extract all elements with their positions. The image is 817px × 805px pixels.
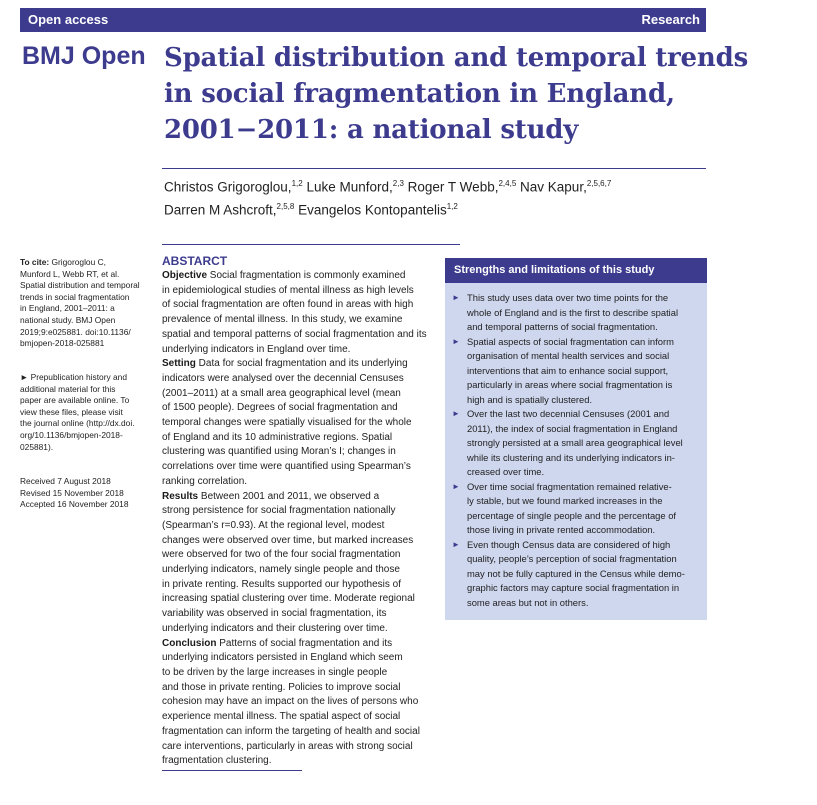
- abstract-line: [162, 681, 447, 696]
- footer-divider: [162, 770, 302, 771]
- journal-name: BMJ Open: [22, 42, 146, 70]
- bullet-arrow-icon: ►: [452, 293, 460, 302]
- abstract-line: [162, 269, 447, 284]
- title-line: in social fragmentation in England,: [164, 79, 675, 109]
- cite-line: 2019;9:e025881. doi:10.1136/: [20, 326, 131, 337]
- strengths-item-line: may not be fully captured in the Census while demo-: [467, 567, 685, 579]
- cite-line: bmjopen-2018-025881: [20, 338, 105, 349]
- article-dates: [20, 476, 140, 511]
- abstract-line: [162, 431, 447, 446]
- abstract-text: of social fragmentation are often found in areas with high: [162, 299, 414, 311]
- abstract-text: Social fragmentation is commonly examined: [207, 270, 406, 281]
- strengths-item-line: particularly in areas where social fragmentation is: [467, 379, 673, 390]
- strengths-item: [452, 538, 702, 611]
- prepub-line: view these files, please visit: [20, 406, 123, 417]
- abstract-section-label: Conclusion: [162, 637, 217, 649]
- bullet-arrow-icon: ►: [452, 409, 460, 418]
- author-affiliation: 2,5,8: [276, 201, 295, 211]
- prepub-line: additional material for this: [20, 383, 116, 394]
- bullet-arrow-icon: ►: [452, 539, 460, 549]
- bullet-arrow-icon: ►: [452, 481, 460, 491]
- abstract-text: fragmentation clustering.: [162, 755, 272, 767]
- abstract-text: fragmentation can inform the targeting of health and social: [162, 725, 420, 737]
- abstract-body: [162, 269, 447, 769]
- abstract-text: underlying indicators in England over time.: [162, 343, 351, 355]
- abstract-line: [162, 357, 447, 372]
- strengths-item-line: interventions that aim to enhance social support,: [467, 364, 669, 376]
- accepted-date: Accepted 16 November 2018: [20, 499, 129, 510]
- abstract-section-label: Objective: [162, 270, 208, 281]
- author-affiliation: 2,4,5: [498, 179, 517, 188]
- abstract-text: changes were observed over time, but marked increases: [162, 534, 414, 546]
- abstract-line: [162, 387, 447, 402]
- abstract-text: (Spearman’s r=0.93). At the regional level, modest: [162, 519, 385, 531]
- author-name: Nav Kapur,: [520, 179, 587, 195]
- author-affiliation: 1,2: [291, 179, 303, 188]
- abstract-text: ranking correlation.: [162, 475, 248, 487]
- abstract-line: [162, 563, 447, 578]
- author-affiliation: 2,3: [392, 179, 404, 188]
- strengths-item-line: some areas but not in others.: [467, 596, 589, 608]
- abstract-text: Data for social fragmentation and its underlying: [195, 358, 408, 370]
- title-line: Spatial distribution and temporal trends: [164, 43, 749, 73]
- strengths-list: [452, 291, 702, 610]
- abstract-section-label: Setting: [162, 358, 196, 370]
- strengths-item: [452, 335, 702, 408]
- strengths-item-line: Over time social fragmentation remained relative-: [467, 480, 672, 492]
- strengths-item-line: quality, people’s perception of social fragmentation: [467, 553, 677, 564]
- strengths-item-line: 2011), the index of social fragmentation in England: [467, 422, 678, 434]
- abstract-line: [162, 475, 447, 490]
- strengths-item-line: creased over time.: [467, 466, 545, 477]
- citation-block: [20, 257, 140, 350]
- author-name: Darren M Ashcroft,: [164, 202, 277, 217]
- abstract-line: [162, 401, 447, 416]
- strengths-item-line: Over the last two decennial Censuses (2001 and: [467, 408, 670, 419]
- abstract-line: [162, 622, 447, 637]
- author-affiliation: 1,2: [446, 201, 458, 211]
- abstract-text: Between 2001 and 2011, we observed a: [198, 490, 380, 502]
- abstract-text: temporal changes were spatially visualised for the whole: [162, 417, 412, 429]
- strengths-item: [452, 480, 702, 538]
- abstract-line: [162, 651, 447, 666]
- article-title: [164, 40, 749, 148]
- abstract-section-label: Results: [162, 490, 199, 502]
- abstract-line: [162, 284, 447, 299]
- prepub-line: ► Prepublication history and: [20, 372, 127, 382]
- abstract-text: indicators were analysed over the decennial Censuses: [162, 372, 404, 384]
- abstract-line: [162, 637, 447, 652]
- abstract-line: [162, 328, 447, 343]
- abstract-line: [162, 416, 447, 431]
- abstract-line: [162, 740, 447, 755]
- author-name: Roger T Webb,: [407, 179, 499, 195]
- cite-line: in England, 2001–2011: a: [20, 303, 115, 314]
- abstract-line: [162, 592, 447, 607]
- abstract-line: [162, 445, 447, 460]
- abstract-line: [162, 548, 447, 563]
- abstract-line: [162, 666, 447, 681]
- abstract-text: were observed for two of the four social fragmentation: [162, 549, 401, 561]
- prepub-line: paper are available online. To: [20, 395, 130, 406]
- abstract-line: [162, 313, 447, 328]
- abstract-line: [162, 754, 447, 769]
- abstract-text: care interventions, particularly in areas with strong social: [162, 740, 413, 752]
- abstract-text: Patterns of social fragmentation and its: [216, 637, 393, 649]
- abstract-text: and those in private renting. Policies to improve social: [162, 681, 401, 693]
- strengths-item-line: high and is spatially clustered.: [467, 393, 593, 405]
- abstract-line: [162, 710, 447, 725]
- author-list: [164, 174, 611, 219]
- strengths-item-line: strongly persisted at a small area geographical level: [467, 437, 683, 448]
- abstract-text: to be driven by the large increases in single people: [162, 666, 388, 678]
- abstract-line: [162, 725, 447, 740]
- abstract-text: of England and its 10 administrative regions. Spatial: [162, 431, 393, 443]
- prepub-line: org/10.1136/bmjopen-2018-: [20, 429, 123, 440]
- abstract-text: correlations over time were quantified using Spearman’s: [162, 461, 411, 473]
- cite-line: Grigoroglou C,: [51, 257, 106, 267]
- strengths-item: [452, 291, 702, 335]
- author-name: Christos Grigoroglou,: [164, 179, 292, 195]
- abstract-text: experience mental illness. The spatial aspect of social: [162, 711, 401, 723]
- abstract-line: [162, 298, 447, 313]
- abstract-line: [162, 695, 447, 710]
- strengths-item: [452, 407, 702, 480]
- title-divider: [162, 168, 706, 169]
- abstract-text: underlying indicators, namely single people and those: [162, 564, 400, 576]
- abstract-divider: [162, 244, 460, 245]
- abstract-line: [162, 519, 447, 534]
- abstract-text: of 1500 people). Degrees of social fragmentation and: [162, 402, 398, 414]
- abstract-text: (2001–2011) at a small area geographical level (mean: [162, 387, 401, 399]
- prepublication-note: [20, 372, 140, 453]
- strengths-item-line: organisation of mental health services and social: [467, 350, 670, 361]
- author-name: Luke Munford,: [306, 179, 393, 195]
- strengths-item-line: whole of England and is the first to describe spatial: [467, 306, 679, 318]
- strengths-item-line: This study uses data over two time points for the: [467, 292, 669, 303]
- abstract-text: prevalence of mental illness. In this study, we examine: [162, 314, 403, 326]
- author-affiliation: 2,5,6,7: [586, 179, 612, 188]
- abstract-text: in epidemiological studies of mental illness as high levels: [162, 284, 414, 296]
- abstract-heading: ABSTARCT: [162, 254, 228, 268]
- abstract-text: cohesion may have an impact on the lives of persons who: [162, 696, 419, 708]
- header-bar: [20, 8, 706, 32]
- open-access-label: Open access: [28, 12, 109, 27]
- abstract-line: [162, 607, 447, 622]
- prepub-line: the journal online (http://dx.doi.: [20, 418, 135, 429]
- abstract-text: underlying indicators persisted in England which seem: [162, 652, 403, 664]
- strengths-item-line: those living in private rented accommodation.: [467, 524, 656, 535]
- strengths-heading: Strengths and limitations of this study: [454, 264, 655, 276]
- strengths-heading-bar: [445, 258, 707, 283]
- prepub-line: 025881).: [20, 441, 54, 452]
- strengths-item-line: while its clustering and its underlying indicators in-: [467, 451, 675, 463]
- strengths-item-line: ly stable, but we found marked increases in the: [467, 495, 663, 506]
- abstract-text: underlying indicators and their clustering over time.: [162, 622, 388, 634]
- strengths-item-line: and temporal patterns of social fragmentation.: [467, 321, 658, 332]
- cite-line: trends in social fragmentation: [20, 291, 130, 302]
- cite-line: Spatial distribution and temporal: [20, 280, 140, 291]
- strengths-item-line: percentage of single people and the percentage of: [467, 509, 677, 521]
- abstract-line: [162, 504, 447, 519]
- cite-line: national study. BMJ Open: [20, 314, 116, 325]
- strengths-limitations-box: [445, 258, 707, 620]
- abstract-text: strong persistence for social fragmentation nationally: [162, 505, 396, 517]
- article-type-label: Research: [641, 12, 700, 27]
- title-line: 2001−2011: a national study: [164, 115, 579, 145]
- abstract-line: [162, 578, 447, 593]
- revised-date: Revised 15 November 2018: [20, 487, 124, 498]
- strengths-item-line: graphic factors may capture social fragmentation in: [467, 582, 680, 593]
- abstract-text: clustering was quantified using Moran’s I; changes in: [162, 446, 396, 458]
- bullet-arrow-icon: ►: [452, 336, 460, 346]
- abstract-line: [162, 343, 447, 358]
- abstract-line: [162, 372, 447, 387]
- strengths-item-line: Even though Census data are considered of high: [467, 538, 671, 550]
- cite-label: To cite:: [20, 257, 50, 267]
- abstract-text: in private renting. Results supported our hypothesis of: [162, 578, 402, 590]
- cite-line: Munford L, Webb RT, et al.: [20, 268, 120, 279]
- abstract-text: spatial and temporal patterns of social fragmentation and its: [162, 328, 427, 340]
- strengths-item-line: Spatial aspects of social fragmentation can inform: [467, 335, 674, 347]
- abstract-line: [162, 534, 447, 549]
- abstract-line: [162, 460, 447, 475]
- author-name: Evangelos Kontopantelis: [298, 202, 447, 217]
- abstract-text: increasing spatial clustering over time. Moderate regional: [162, 593, 415, 605]
- abstract-line: [162, 490, 447, 505]
- received-date: Received 7 August 2018: [20, 476, 111, 486]
- abstract-text: variability was observed in social fragmentation, its: [162, 608, 387, 620]
